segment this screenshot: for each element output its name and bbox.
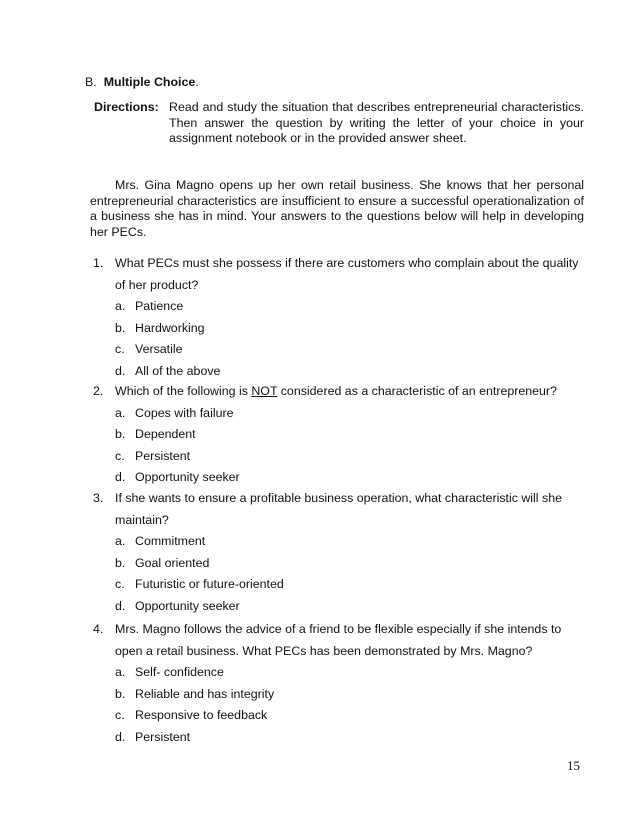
choice-list [93,296,586,382]
section-title-period: . [195,75,199,89]
choice-text: Reliable and has integrity [135,686,275,701]
choice-letter: d. [115,363,126,378]
choice-letter: c. [115,708,125,722]
choice-letter: a. [115,534,126,548]
choice-letter: a. [115,405,126,420]
choice-text: Goal oriented [135,555,210,570]
choice-item [115,424,586,446]
scenario-paragraph: Mrs. Gina Magno opens up her own retail business. She knows that her personal entrepreneurial characteristics are insufficient to ensure a successful operationalization of a business she has in mind. Your answers to the questions below will help in developing her PECs. [90,178,584,239]
choice-letter: c. [115,577,125,591]
question-text-after: considered as a characteristic of an entrepreneur? [277,384,557,398]
directions-text: Read and study the situation that describes entrepreneurial characteristics. Then answer the question by writing the letter of your choice in your assignment notebook or in the provided answer sheet. [169,100,584,145]
choice-text: Copes with failure [135,405,234,420]
choice-letter: b. [115,320,126,335]
choice-item [115,705,586,727]
choice-text: Patience [135,299,184,313]
question-number: 4. [93,622,104,636]
choice-text: Self- confidence [135,665,224,679]
choice-letter: c. [115,342,125,356]
choice-letter: c. [115,448,125,463]
question-number: 2. [93,384,104,398]
choice-text: Responsive to feedback [135,708,268,722]
directions-label: Directions: [94,100,159,114]
question-4 [93,619,586,748]
choice-item [115,553,586,575]
choice-item [115,684,586,706]
choice-item [115,296,586,318]
question-2 [93,381,586,489]
question-text: What PECs must she possess if there are customers who complain about the quality of her product? [115,256,579,292]
section-title: Multiple Choice [103,75,196,89]
choice-item [115,403,586,425]
choice-letter: d. [115,729,126,744]
section-heading [85,75,199,89]
question-text [115,381,586,403]
choice-item [115,596,586,618]
choice-list [93,403,586,489]
choice-item [115,531,586,553]
choice-item [115,339,586,361]
question-text-before: Which of the following is [115,384,252,398]
choice-item [115,662,586,684]
choice-letter: a. [115,299,126,313]
choice-letter: b. [115,555,126,570]
choice-item [115,727,586,749]
question-3 [93,488,586,617]
question-text: Mrs. Magno follows the advice of a friend to be flexible especially if she intends to open a retail business. What PECs has been demonstrated by Mrs. Magno? [115,622,562,658]
choice-text: Commitment [135,534,206,548]
choice-text: All of the above [135,363,221,378]
choice-letter: d. [115,470,126,484]
choice-item [115,318,586,340]
choice-letter: b. [115,686,126,701]
choice-list [93,531,586,617]
choice-text: Dependent [135,427,196,441]
choice-letter: b. [115,427,126,441]
choice-item [115,361,586,383]
choice-letter: a. [115,665,126,679]
question-1 [93,253,586,382]
choice-text: Futuristic or future-oriented [135,577,284,591]
choice-item [115,574,586,596]
question-number: 3. [93,491,104,505]
choice-text: Persistent [135,729,191,744]
choice-letter: d. [115,598,126,613]
question-number: 1. [93,256,104,270]
choice-item [115,446,586,468]
page-number: 15 [567,758,580,773]
choice-list [93,662,586,748]
choice-item [115,467,586,489]
section-number: B. [85,75,97,89]
choice-text: Hardworking [135,320,205,335]
choice-text: Persistent [135,448,191,463]
question-text: If she wants to ensure a profitable business operation, what characteristic will she maintain? [115,491,562,527]
directions [94,100,584,147]
choice-text: Opportunity seeker [135,598,240,613]
choice-text: Opportunity seeker [135,470,240,484]
question-emphasis: NOT [251,384,278,398]
choice-text: Versatile [135,342,183,356]
